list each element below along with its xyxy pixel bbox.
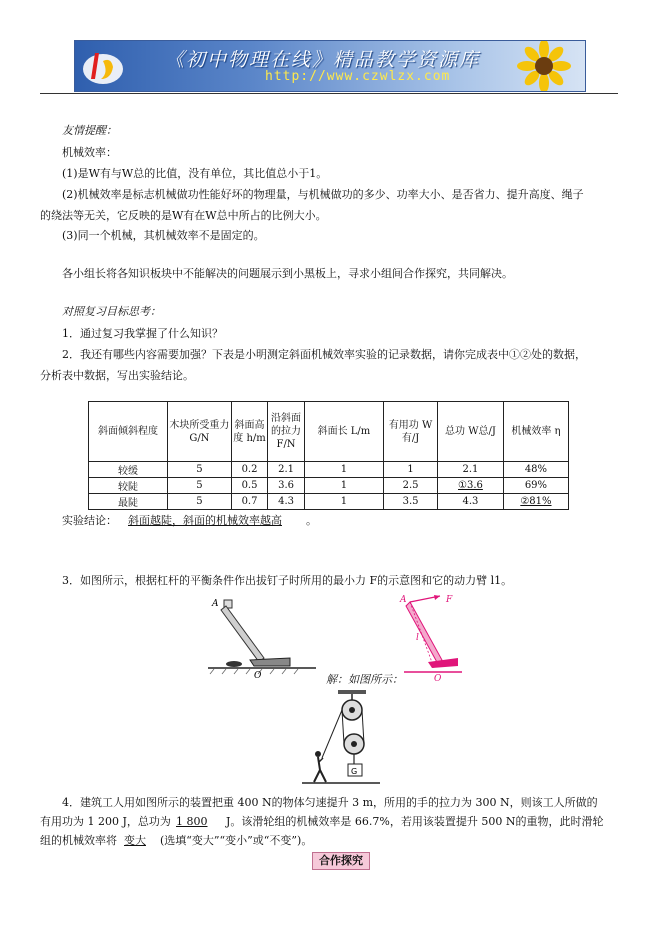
question-4-total-work-answer: 1 800	[176, 815, 208, 828]
point-o-label: O	[254, 671, 262, 680]
table-cell-answer-1: ①3.6	[438, 478, 504, 494]
table-header: 沿斜面的拉力 F/N	[268, 402, 305, 462]
question-4-line-2-b: J。该滑轮组的机械效率是 66.7%，若用该装置提升 500 N的重物，此时滑轮	[226, 815, 604, 828]
question-4-line-2-a: 有用功为 1 200 J，总功为	[40, 815, 171, 828]
table-cell: 最陡	[89, 494, 168, 510]
table-cell: 2.1	[438, 462, 504, 478]
table-cell: 3.6	[268, 478, 305, 494]
cooperative-inquiry-heading: 合作探究	[312, 852, 370, 870]
table-cell: 1	[304, 478, 383, 494]
banner-url[interactable]: http://www.czwlzx.com	[265, 69, 451, 84]
hammer-answer-figure	[398, 592, 466, 682]
banner-title: 《初中物理在线》精品教学资源库	[165, 49, 481, 71]
conclusion-end: 。	[306, 514, 317, 527]
answer-point-o-label: O	[434, 674, 442, 682]
conclusion-label: 实验结论：	[62, 514, 117, 527]
table-header: 斜面长 L/m	[304, 402, 383, 462]
tips-item-2-line-2: 的绕法等无关，它反映的是W有在W总中所占的比例大小。	[40, 209, 327, 222]
question-3-answer-label: 解：如图所示：	[326, 673, 403, 686]
table-cell: 0.2	[231, 462, 268, 478]
table-header: 斜面倾斜程度	[89, 402, 168, 462]
table-cell: 5	[168, 494, 232, 510]
conclusion-answer: 斜面越陡，斜面的机械效率越高	[128, 514, 282, 527]
table-header: 机械效率 η	[503, 402, 568, 462]
tips-subheading: 机械效率：	[62, 146, 117, 159]
review-question-2-line-2: 分析表中数据，写出实验结论。	[40, 369, 194, 382]
pulley-figure	[296, 688, 386, 788]
group-note: 各小组长将各知识板块中不能解决的问题展示到小黑板上，寻求小组间合作探究，共同解决。	[62, 267, 513, 280]
question-4-efficiency-answer: 变大	[124, 834, 146, 847]
table-header: 有用功 W有/J	[384, 402, 438, 462]
table-cell: 1	[384, 462, 438, 478]
table-header: 木块所受重力 G/N	[168, 402, 232, 462]
table-cell: 48%	[503, 462, 568, 478]
question-4-line-1: 4．建筑工人用如图所示的装置把重 400 N的物体匀速提升 3 m，所用的手的拉力为 300 N，则该工人所做的	[62, 796, 598, 809]
table-cell: 5	[168, 478, 232, 494]
table-cell: 2.1	[268, 462, 305, 478]
table-cell: 较陡	[89, 478, 168, 494]
table-cell: 4.3	[438, 494, 504, 510]
table-cell: 0.7	[231, 494, 268, 510]
sunflower-icon	[509, 41, 579, 91]
table-cell: 69%	[503, 478, 568, 494]
incline-data-table	[88, 401, 569, 510]
table-cell: 5	[168, 462, 232, 478]
site-logo-icon	[81, 45, 125, 87]
answer-force-label: F	[446, 595, 453, 605]
table-cell: 较缓	[89, 462, 168, 478]
table-cell: 1	[304, 494, 383, 510]
table-cell: 0.5	[231, 478, 268, 494]
review-heading: 对照复习目标思考：	[62, 305, 161, 318]
table-header: 斜面高度 h/m	[231, 402, 268, 462]
hammer-figure	[204, 596, 324, 680]
question-4-line-3-b: (选填“变大”“变小”或“不变”)。	[160, 834, 313, 847]
table-cell: 3.5	[384, 494, 438, 510]
table-cell: 2.5	[384, 478, 438, 494]
table-row	[89, 462, 569, 478]
table-row	[89, 494, 569, 510]
table-header: 总功 W总/J	[438, 402, 504, 462]
review-question-2-line-1: 2．我还有哪些内容需要加强？下表是小明测定斜面机械效率实验的记录数据，请你完成表中①②处的数据，	[62, 348, 586, 361]
header-rule	[40, 93, 618, 94]
question-4-line-3-a: 组的机械效率将	[40, 834, 117, 847]
tips-item-3: (3)同一个机械，其机械效率不是固定的。	[62, 229, 265, 242]
table-cell-answer-2: ②81%	[503, 494, 568, 510]
table-row	[89, 478, 569, 494]
review-question-1: 1．通过复习我掌握了什么知识？	[62, 327, 223, 340]
point-a-label: A	[212, 599, 219, 609]
tips-item-1: (1)是W有与W总的比值，没有单位，其比值总小于1。	[62, 167, 328, 180]
tips-item-2-line-1: (2)机械效率是标志机械做功性能好坏的物理量，与机械做功的多少、功率大小、是否省力、提升高度、绳子	[62, 188, 584, 201]
table-cell: 1	[304, 462, 383, 478]
question-3: 3．如图所示，根据杠杆的平衡条件作出拔钉子时所用的最小力 F的示意图和它的动力臂 l1。	[62, 574, 513, 587]
weight-label: G	[351, 767, 358, 776]
tips-heading: 友情提醒：	[62, 124, 117, 137]
answer-point-a-label: A	[400, 595, 407, 605]
header-banner	[74, 40, 586, 92]
table-cell: 4.3	[268, 494, 305, 510]
answer-arm-label: l	[416, 633, 419, 643]
